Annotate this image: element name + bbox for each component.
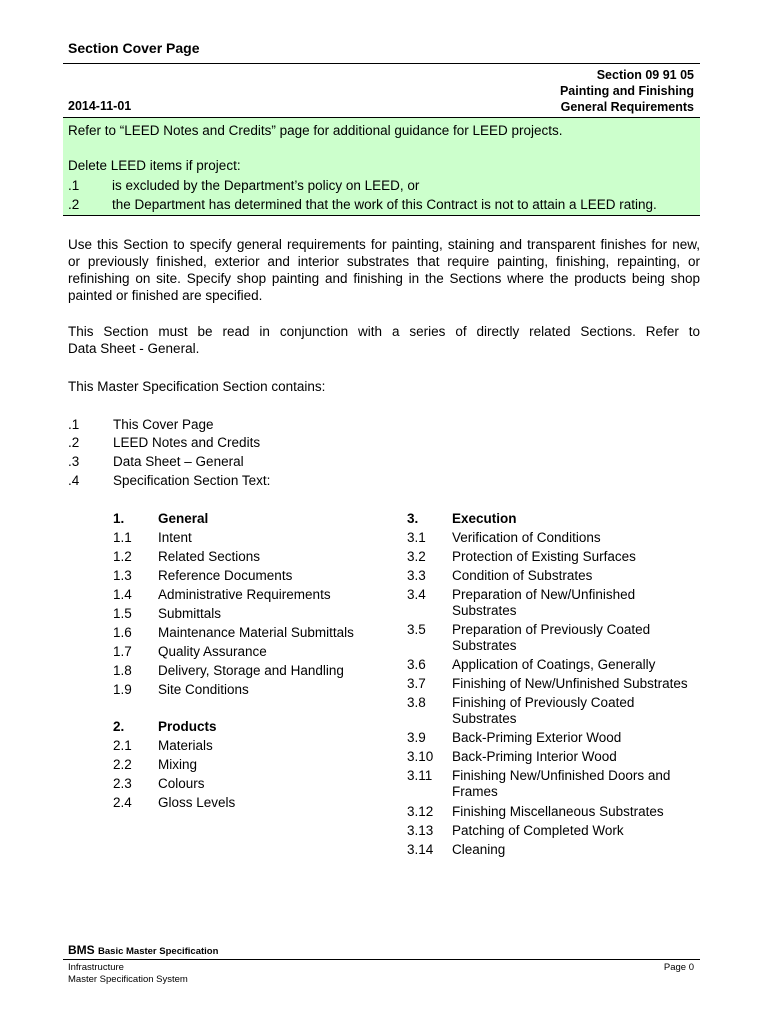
toc-number: 2.: [113, 719, 125, 734]
leed-item-text: the Department has determined that the work of this Contract is not to attain a LEED rating.: [112, 197, 657, 212]
leed-item-number: .1: [68, 178, 80, 193]
related-sections-paragraph: [68, 323, 700, 357]
intro-paragraph: [68, 236, 700, 304]
toc-number: 2.2: [113, 757, 132, 772]
toc-number: 3.11: [407, 768, 433, 783]
toc-title: Verification of Conditions: [452, 530, 601, 545]
leed-note-line: Refer to “LEED Notes and Credits” page for additional guidance for LEED projects.: [68, 123, 563, 138]
toc-title: Administrative Requirements: [158, 587, 331, 602]
toc-number: 3.6: [407, 657, 426, 672]
toc-number: 3.8: [407, 695, 426, 710]
toc-title: Finishing New/Unfinished Doors and: [452, 768, 671, 783]
toc-number: 3.: [407, 511, 419, 526]
footer-system: Master Specification System: [68, 974, 188, 985]
footer-org: Infrastructure: [68, 962, 124, 973]
bms-subtitle: Basic Master Specification: [98, 946, 219, 957]
contents-item-number: .1: [68, 417, 80, 432]
leed-rule: [63, 215, 700, 216]
toc-title: Cleaning: [452, 842, 506, 857]
toc-title: Back-Priming Exterior Wood: [452, 730, 622, 745]
toc-title: Related Sections: [158, 549, 261, 564]
toc-number: 3.3: [407, 568, 426, 583]
contents-item-text: Data Sheet – General: [113, 454, 244, 469]
toc-title-continued: Substrates: [452, 711, 517, 726]
toc-title: Protection of Existing Surfaces: [452, 549, 636, 564]
toc-title: Condition of Substrates: [452, 568, 593, 583]
contents-item-text: Specification Section Text:: [113, 473, 271, 488]
toc-title-continued: Substrates: [452, 638, 517, 653]
toc-number: 1.1: [113, 530, 132, 545]
toc-title: General: [158, 511, 209, 526]
toc-title: Quality Assurance: [158, 644, 267, 659]
toc-number: 2.3: [113, 776, 132, 791]
section-title-line3: General Requirements: [560, 100, 694, 114]
toc-title: Preparation of Previously Coated: [452, 622, 651, 637]
toc-number: 1.4: [113, 587, 132, 602]
toc-title: Finishing Miscellaneous Substrates: [452, 804, 664, 819]
toc-number: 3.2: [407, 549, 426, 564]
toc-title: Finishing of New/Unfinished Substrates: [452, 676, 688, 691]
contents-item-number: .4: [68, 473, 80, 488]
toc-title: Delivery, Storage and Handling: [158, 663, 344, 678]
contents-item-text: This Cover Page: [113, 417, 214, 432]
toc-number: 3.12: [407, 804, 434, 819]
toc-number: 3.4: [407, 587, 426, 602]
toc-number: 1.6: [113, 625, 132, 640]
toc-title: Intent: [158, 530, 192, 545]
paragraph-line: This Section must be read in conjunction with a series of directly related Sections. Refer to: [68, 324, 700, 339]
toc-number: 1.5: [113, 606, 132, 621]
toc-number: 3.7: [407, 676, 426, 691]
page-number: Page 0: [663, 962, 694, 973]
contents-item-number: .3: [68, 454, 80, 469]
contents-item-text: LEED Notes and Credits: [113, 435, 261, 450]
leed-item-number: .2: [68, 197, 80, 212]
paragraph-line: refinishing on site. Specify shop painting and finishing in the Sections where the products being shop: [68, 271, 700, 286]
toc-title: Back-Priming Interior Wood: [452, 749, 617, 764]
toc-title: Patching of Completed Work: [452, 823, 624, 838]
contents-intro: This Master Specification Section contains:: [68, 379, 326, 394]
toc-title-continued: Substrates: [452, 603, 517, 618]
toc-title: Gloss Levels: [158, 795, 236, 810]
toc-number: 3.10: [407, 749, 434, 764]
toc-number: 3.5: [407, 622, 426, 637]
footer-rule: [63, 959, 700, 960]
toc-number: 1.9: [113, 682, 132, 697]
toc-number: 3.1: [407, 530, 426, 545]
toc-number: 1.8: [113, 663, 132, 678]
paragraph-line: painted or finished are specified.: [68, 288, 263, 303]
toc-title: Products: [158, 719, 217, 734]
bms-label: BMS: [68, 943, 95, 957]
leed-delete-line: Delete LEED items if project:: [68, 158, 241, 173]
toc-number: 3.14: [407, 842, 434, 857]
toc-title: Preparation of New/Unfinished: [452, 587, 636, 602]
toc-number: 1.7: [113, 644, 132, 659]
toc-title-continued: Frames: [452, 784, 498, 799]
leed-item-text: is excluded by the Department’s policy on LEED, or: [112, 178, 420, 193]
toc-title: Mixing: [158, 757, 198, 772]
section-number: Section 09 91 05: [596, 68, 694, 82]
paragraph-line: or previously finished, exterior and interior substrates that require painting, finishing, repainting, or: [68, 254, 700, 269]
toc-title: Materials: [158, 738, 213, 753]
toc-number: 1.: [113, 511, 125, 526]
toc-title: Site Conditions: [158, 682, 249, 697]
toc-title: Application of Coatings, Generally: [452, 657, 656, 672]
page-title: Section Cover Page: [68, 40, 200, 56]
toc-title: Submittals: [158, 606, 222, 621]
section-title-line2: Painting and Finishing: [559, 84, 694, 98]
toc-number: 2.4: [113, 795, 132, 810]
contents-item-number: .2: [68, 435, 80, 450]
toc-title: Colours: [158, 776, 205, 791]
header-rule: [63, 63, 700, 64]
toc-number: 1.3: [113, 568, 132, 583]
toc-number: 2.1: [113, 738, 132, 753]
toc-number: 3.9: [407, 730, 426, 745]
toc-number: 1.2: [113, 549, 132, 564]
toc-title: Execution: [452, 511, 517, 526]
paragraph-line: Data Sheet - General.: [68, 341, 200, 356]
paragraph-line: Use this Section to specify general requirements for painting, staining and transparent finishes for new,: [68, 237, 700, 252]
toc-title: Reference Documents: [158, 568, 293, 583]
toc-title: Maintenance Material Submittals: [158, 625, 354, 640]
toc-number: 3.13: [407, 823, 434, 838]
issue-date: 2014-11-01: [68, 99, 132, 113]
bms-logo-text: [68, 943, 218, 957]
toc-title: Finishing of Previously Coated: [452, 695, 635, 710]
